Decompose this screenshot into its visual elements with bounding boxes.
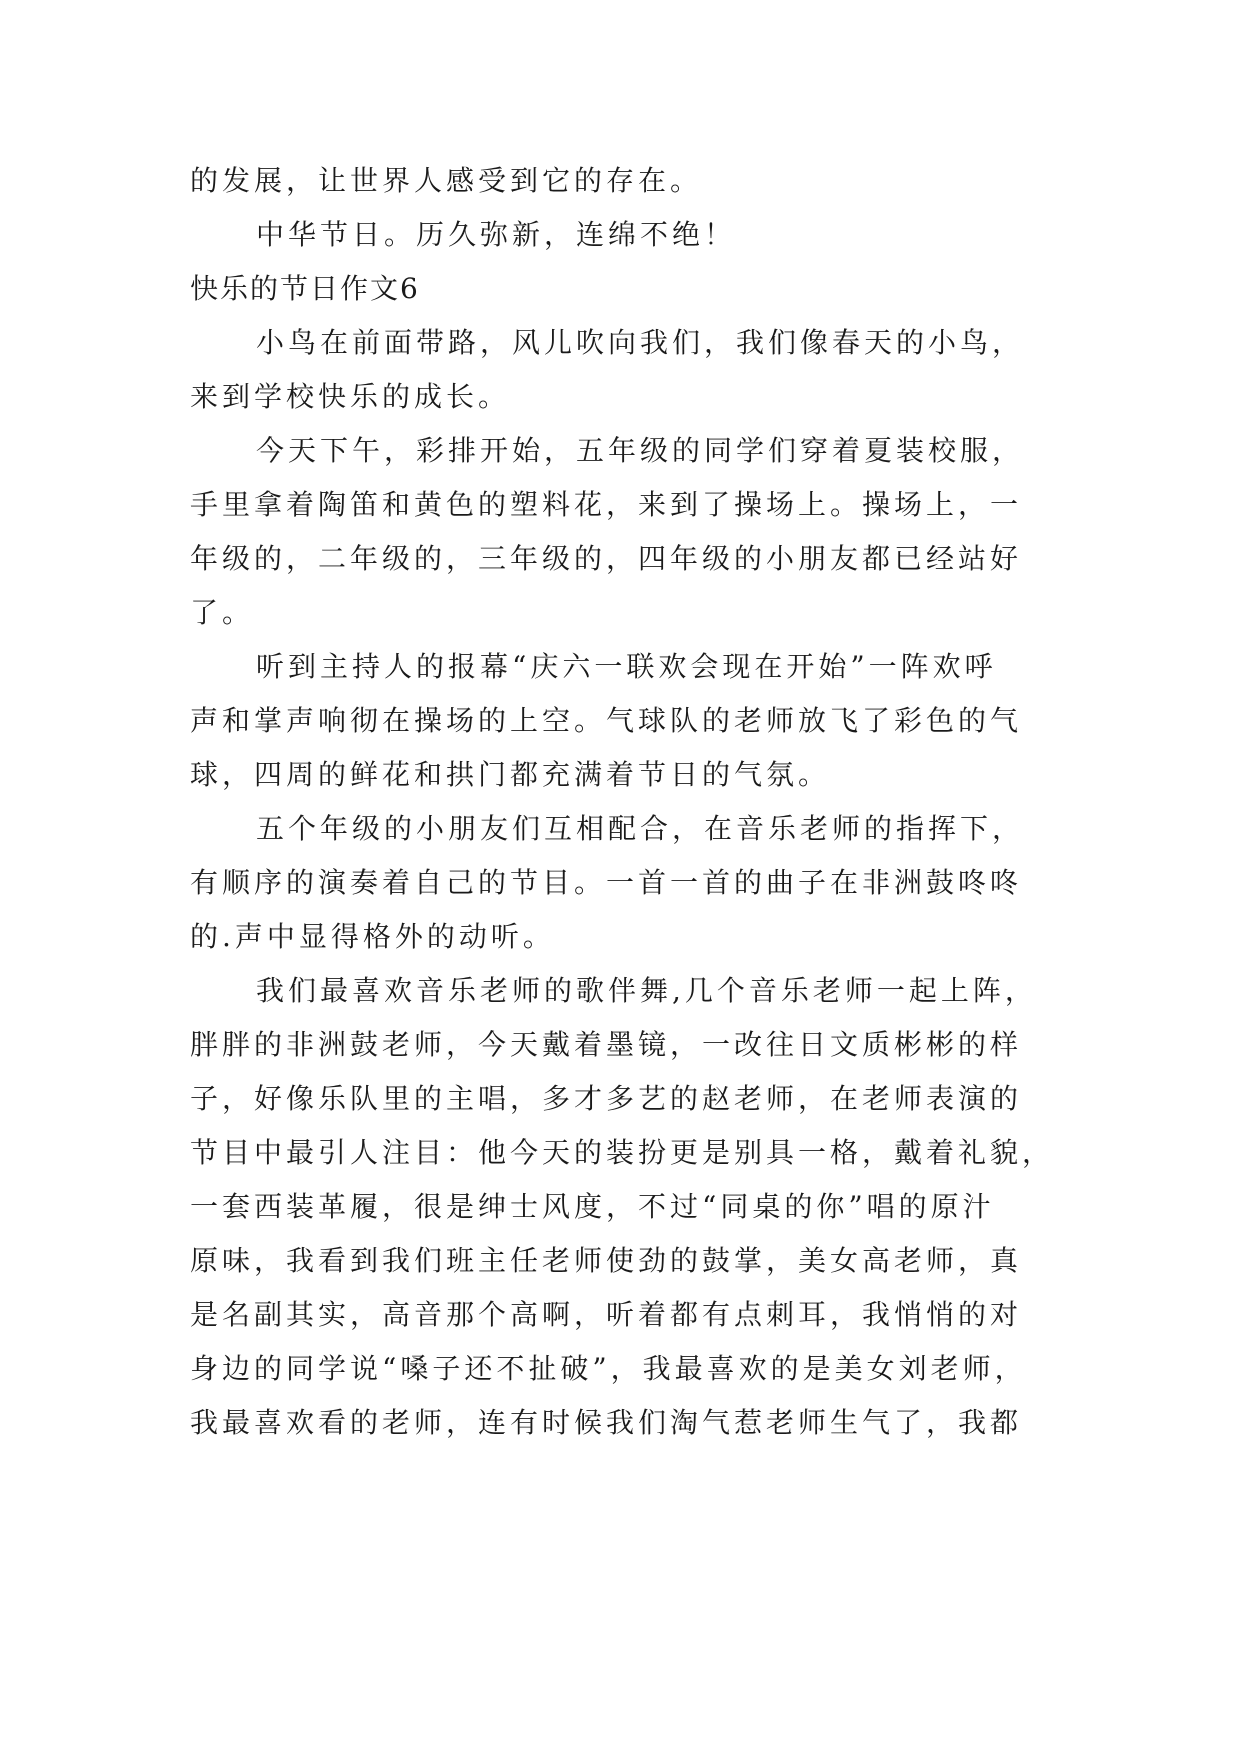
text-line: 年级的，二年级的，三年级的，四年级的小朋友都已经站好 xyxy=(190,542,1023,575)
text-line: 一套西装革履，很是绅士风度，不过“同桌的你”唱的原汁 xyxy=(190,1190,995,1223)
text-line: 听到主持人的报幕“庆六一联欢会现在开始”一阵欢呼 xyxy=(256,650,997,683)
section-heading: 快乐的节日作文6 xyxy=(190,272,420,305)
text-line: 我们最喜欢音乐老师的歌伴舞,几个音乐老师一起上阵， xyxy=(256,974,1037,1007)
text-line: 身边的同学说“嗓子还不扯破”，我最喜欢的是美女刘老师， xyxy=(190,1352,1027,1385)
text-line: 胖胖的非洲鼓老师，今天戴着墨镜，一改往日文质彬彬的样 xyxy=(190,1028,1023,1061)
text-line: 有顺序的演奏着自己的节目。一首一首的曲子在非洲鼓咚咚 xyxy=(190,866,1023,899)
text-line: 节目中最引人注目：他今天的装扮更是别具一格，戴着礼貌， xyxy=(190,1136,1055,1169)
text-line: 五个年级的小朋友们互相配合，在音乐老师的指挥下， xyxy=(256,812,1025,845)
text-line: 原味，我看到我们班主任老师使劲的鼓掌，美女高老师，真 xyxy=(190,1244,1023,1277)
text-line: 的.声中显得格外的动听。 xyxy=(190,920,555,953)
document-body xyxy=(190,154,1070,1450)
text-line: 球，四周的鲜花和拱门都充满着节日的气氛。 xyxy=(190,758,831,791)
text-line: 中华节日。历久弥新，连绵不绝！ xyxy=(256,218,737,251)
text-line: 来到学校快乐的成长。 xyxy=(190,380,511,413)
text-line: 了。 xyxy=(190,596,255,629)
text-line: 今天下午，彩排开始，五年级的同学们穿着夏装校服， xyxy=(256,434,1025,467)
text-line: 声和掌声响彻在操场的上空。气球队的老师放飞了彩色的气 xyxy=(190,704,1023,737)
text-line: 我最喜欢看的老师，连有时候我们淘气惹老师生气了，我都 xyxy=(190,1406,1023,1439)
text-line: 是名副其实，高音那个高啊，听着都有点刺耳，我悄悄的对 xyxy=(190,1298,1023,1331)
text-line: 手里拿着陶笛和黄色的塑料花，来到了操场上。操场上，一 xyxy=(190,488,1023,521)
text-line: 小鸟在前面带路，风儿吹向我们，我们像春天的小鸟， xyxy=(256,326,1025,359)
text-line: 的发展，让世界人感受到它的存在。 xyxy=(190,164,703,197)
text-line: 子，好像乐队里的主唱，多才多艺的赵老师，在老师表演的 xyxy=(190,1082,1023,1115)
